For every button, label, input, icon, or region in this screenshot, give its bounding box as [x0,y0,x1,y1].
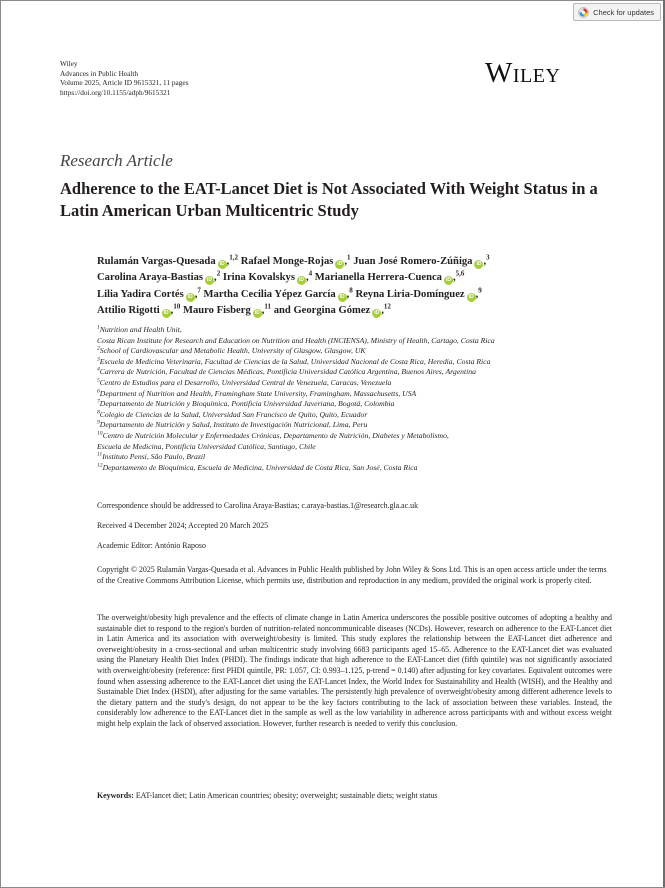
orcid-icon[interactable]: iD [298,277,304,284]
affiliation-list [97,325,617,473]
orcid-icon[interactable]: iD [476,261,482,267]
article-title: Adherence to the EAT-Lancet Diet is Not Associated With Weight Status in a Latin American Urban Multicentric Study [60,179,598,220]
affiliation-item [97,357,617,368]
affiliation-text: Departamento de Bioquímica, Escuela de Medicina, Universidad de Costa Rica, San José, Costa Rica [102,462,418,472]
keywords [97,791,612,802]
author-name[interactable]: Martha Cecilia Yépez García [203,288,336,300]
affiliation-item [97,325,617,336]
affiliation-item [97,378,617,389]
author: Georgina Gómez iD ,$^{12}$ [293,302,391,317]
check-for-updates-button[interactable] [573,3,661,21]
author: Mauro Fisberg iD ,$^{11}$ [182,302,272,317]
author-affiliation-ref: 3 [486,253,490,262]
author-name[interactable]: Irina Kovalskys [222,272,295,284]
affiliation-item [97,367,617,378]
affiliation-item [97,463,617,474]
author-name[interactable]: Juan José Romero-Zúñiga [353,256,473,267]
affiliation-text: Escuela de Medicina, Pontificia Universidad Católica, Santiago, Chile [97,441,316,451]
correspondence-note: Correspondence should be addressed to Carolina Araya-Bastias; c.araya-bastias.1@research.gla.ac.uk [97,501,419,510]
author: Juan José Romero-Zúñiga iD ,$^3$ [353,253,490,267]
copyright-notice: Copyright © 2025 Rulamán Vargas-Quesada et al. Advances in Public Health published by John Wiley & Sons Ltd. This is an open access article under the terms of the Creative Commons Attribution License, which permits use, distribution and reproduction in any medium, provided the original work is properly cited. [97,565,607,585]
author-name[interactable]: Lilia Yadira Cortés [97,288,184,300]
author-name[interactable]: Carolina Araya-Bastias [97,272,204,284]
affiliation-number: 10 [97,430,103,437]
affiliation-item [97,452,617,463]
author: Attilio Rigotti iD ,$^{10}$ [97,302,181,317]
received-accepted-dates: Received 4 December 2024; Accepted 20 March 2025 [97,521,269,530]
affiliation-number: 1 [97,324,100,331]
affiliation-number: 11 [97,451,103,458]
author-name[interactable]: Marianella Herrera-Cuenca [314,272,442,284]
affiliation-number: 2 [97,345,100,352]
affiliation-text: Costa Rican Institute for Research and Education on Nutrition and Health (INCIENSA), Ministry of Health, Cartago, Costa Rica [97,335,495,345]
orcid-icon[interactable]: iD [219,261,225,267]
orcid-icon[interactable]: iD [374,310,380,317]
orcid-icon[interactable]: iD [339,293,345,300]
affiliation-item [97,442,617,453]
author-name[interactable]: Attilio Rigotti [97,305,160,317]
orcid-icon[interactable]: iD [445,277,451,284]
author-name[interactable]: Georgina Gómez [293,305,371,317]
affiliation-item [97,420,617,431]
author-affiliation-ref: 2 [216,269,221,278]
author-affiliation-ref: 9 [478,286,482,295]
check-for-updates-label: Check for updates [593,7,654,17]
affiliation-number: 5 [97,377,100,384]
affiliation-number: 9 [97,419,100,426]
affiliation-item [97,346,617,357]
abstract: The overweight/obesity high prevalence and the effects of climate change in Latin America underscores the possible positive outcomes of adopting a healthy and sustainable diet to respond to the region's burden of nutrition-related noncommunicable diseases (NCDs). However, research on adherence to the EAT-Lancet diet in Latin America and its association with overweight/obesity is limited. This study explores the relationship between the EAT-Lancet diet adherence and overweight/obesity in a cross-sectional and urban multicentric study involving 6683 participants aged 15–65. Adherence to the EAT-Lancet diet was evaluated using the Planetary Health Diet Index (PHDI). The findings indicate that high adherence to the EAT-Lancet diet (fifth quintile) was not significantly associated with overweight/obesity (reference: first PHDI quintile, PR: 1.057, CI: 0.993–1.125, p-trend = 0.140) after adjusting for key covariates. Equivalent outcomes were found when assessing adherence to the EAT-Lancet diet using the EAT-Lancet Index, the World Index for Sustainability and Health (WISH), and the Healthy and Sustainable Diet Index (HSDI), after adjusting for the same variables. The persistently high prevalence of overweight/obesity among different adherence levels to the dietary pattern and the study's design, do not appear to be the key factors contributing to the lack of association between these variables. Instead, the considerably low adherence to the EAT-Lancet diet in the sample as well as the low variability in adherence across participants with and without excess weight might help explain the lack of observed association. However, further research is needed to verify this conclusion. [97,613,612,728]
page-border-left [0,0,1,888]
author-name[interactable]: Mauro Fisberg [182,305,251,317]
article-type: Research Article [60,151,173,170]
author-name[interactable]: Reyna Liria-Domínguez [355,288,465,300]
affiliation-item [97,431,617,442]
affiliation-text: Colegio de Ciencias de la Salud, Universidad San Francisco de Quito, Quito, Ecuador [99,409,368,419]
author-affiliation-ref: 7 [197,286,201,295]
journal-meta [60,59,189,97]
affiliation-text: Department of Nutrition and Health, Framingham State University, Framingham, Massachusetts, USA [99,388,417,398]
author: Carolina Araya-Bastias iD ,$^2$ [97,269,221,284]
affiliation-item [97,389,617,400]
publisher-name: Wiley [60,59,78,68]
affiliation-text: Centro de Nutrición Molecular y Enfermedades Crónicas, Departamento de Nutrición, Diabetes y Metabolismo, [102,430,449,440]
author-affiliation-ref: 1,2 [229,253,239,262]
orcid-icon[interactable]: iD [337,261,343,267]
author-affiliation-ref: 12 [383,302,391,311]
journal-name: Advances in Public Health [60,68,139,78]
affiliation-text: Nutrition and Health Unit, [99,325,182,334]
volume-info: Volume 2025, Article ID 9615321, 11 pages [60,78,189,87]
author: Rulamán Vargas-Quesada iD ,$^{1,2}$ [97,253,239,267]
author-name[interactable]: Rafael Monge-Rojas [240,256,334,267]
orcid-icon[interactable]: iD [163,310,169,317]
affiliation-item [97,410,617,421]
doi-link[interactable]: https://doi.org/10.1155/adph/9615321 [60,87,171,97]
page-border-top [0,0,665,1]
orcid-icon[interactable]: iD [468,293,474,300]
affiliation-number: 3 [97,356,100,363]
affiliation-text: Carrera de Nutrición, Facultad de Ciencias Médicas, Pontificia Universidad Católica Argentina, Buenos Aires, Argentina [99,367,476,377]
author: Lilia Yadira Cortés iD ,$^7$ [97,286,201,300]
affiliation-item [97,399,617,410]
author-affiliation-ref: 5,6 [455,269,465,278]
keywords-text: EAT-lancet diet; Latin American countries; obesity; overweight; sustainable diets; weight status [135,791,438,800]
orcid-icon[interactable]: iD [207,277,213,284]
orcid-icon[interactable]: iD [187,293,193,300]
author-affiliation-ref: 11 [264,302,272,311]
affiliation-number: 8 [97,409,100,416]
author: Marianella Herrera-Cuenca iD ,$^{5,6}$ [314,269,465,284]
affiliation-text: Centro de Estudios para el Desarrollo, Universidad Central de Venezuela, Caracas, Venezuela [99,377,392,387]
affiliation-number: 12 [97,462,103,469]
affiliation-text: Departamento de Nutrición y Bioquímica, Pontificia Universidad Javeriana, Bogotá, Colombia [99,399,395,409]
affiliation-text: Escuela de Medicina Veterinaria, Facultad de Ciencias de la Salud, Universidad Nacional de Costa Rica, Heredia, Costa Rica [99,356,491,366]
author-affiliation-ref: 8 [349,286,353,295]
affiliation-number: 7 [97,398,100,405]
affiliation-item [97,336,617,347]
affiliation-text: Departamento de Nutrición y Salud, Instituto de Investigación Nutricional, Lima, Peru [99,420,368,430]
author-affiliation-ref: 4 [308,269,313,278]
author-name[interactable]: Rulamán Vargas-Quesada [97,256,216,267]
affiliation-text: Instituto Pensi, São Paulo, Brazil [102,452,206,462]
affiliation-number: 6 [97,388,100,394]
keywords-label: Keywords: [97,791,134,800]
author-affiliation-ref: 1 [347,253,351,262]
author-affiliation-ref: 10 [173,302,181,311]
author: Irina Kovalskys iD ,$^4$ [222,269,313,284]
author-list: Rulamán Vargas-Quesada iD ,$^{1,2}$ Rafael Monge-Rojas iD ,$^1$ Juan José Romero-Zúñiga iD ,$^3$ Carolina Araya-Bastias iD ,$^2$ Irina Kovalskys iD ,$^4$ Marianella Herrera-Cuenca iD ,$^{5,6}$ Lilia Yadira Cortés iD ,$^7$ Martha Cecilia Yépez García iD ,$^8$ Reyna Liria-Domínguez iD ,$^9$ Attilio Rigotti iD ,$^{10}$ Mauro Fisberg iD ,$^{11}$ and Georgina Gómez iD ,$^{12}$ [97,253,490,317]
wiley-logo: Wiley [485,57,561,89]
orcid-icon[interactable]: iD [254,310,260,317]
author: Martha Cecilia Yépez García iD ,$^8$ [203,286,353,300]
author: Reyna Liria-Domínguez iD ,$^9$ [355,286,482,300]
affiliation-number: 4 [97,366,100,373]
author: Rafael Monge-Rojas iD ,$^1$ [240,253,351,267]
academic-editor: Academic Editor: António Raposo [97,541,206,550]
crossmark-icon [578,7,589,18]
affiliation-text: School of Cardiovascular and Metabolic Health, University of Glasgow, Glasgow, UK [99,346,366,356]
